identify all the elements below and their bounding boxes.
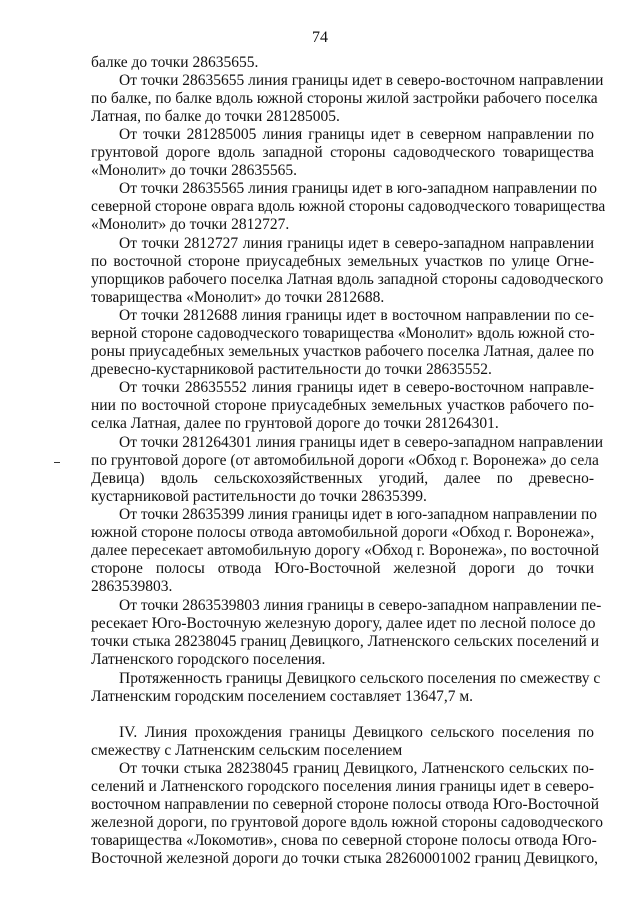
text-line: смежеству с Латненским сельским поселением xyxy=(91,742,403,759)
text-line: древесно-кустарниковой растительности до точки 28635552. xyxy=(91,361,492,378)
text-line: От точки 2812688 линия границы идет в восточном направлении по се- xyxy=(119,307,594,324)
text-line: «Монолит» до точки 2812727. xyxy=(91,216,290,233)
text-line: ресекает Юго-Восточную железную дорогу, далее идет по лесной полосе до xyxy=(91,615,596,632)
text-line: упорщиков рабочего поселка Латная вдоль западной стороны садоводческого xyxy=(91,271,604,288)
text-line: От точки 281264301 линия границы идет в северо-западном направлении xyxy=(119,434,604,451)
text-line: по грунтовой дороге (от автомобильной дороги «Обход г. Воронежа» до села xyxy=(91,452,599,469)
text-line: Латная, по балке до точки 281285005. xyxy=(91,108,340,125)
text-line: селка Латная, далее по грунтовой дороге до точки 281264301. xyxy=(91,415,499,432)
text-line: От точки стыка 28238045 границ Девицкого, Латненского сельских по- xyxy=(119,760,594,777)
text-line: верной стороне садоводческого товарищества «Монолит» вдоль южной сто- xyxy=(91,325,595,342)
text-line: От точки 281285005 линия границы идет в северном направлении по xyxy=(119,126,594,143)
text-line: От точки 28635552 линия границы идет в северо-восточном направле- xyxy=(119,379,594,396)
text-line: 2863539803. xyxy=(91,578,173,595)
text-line: стороне полосы отвода Юго-Восточной железной дороги до точки xyxy=(91,560,594,577)
text-line: по балке, по балке вдоль южной стороны жилой застройки рабочего поселка xyxy=(91,90,598,107)
text-line: селений и Латненского городского поселения линия границы идет в северо- xyxy=(91,778,594,795)
text-line: От точки 2863539803 линия границы в северо-западном направлении пе- xyxy=(119,597,602,614)
text-line: товарищества «Монолит» до точки 2812688. xyxy=(91,289,385,306)
text-line: кустарниковой растительности до точки 28635399. xyxy=(91,488,427,505)
text-line: по восточной стороне приусадебных земельных участков по улице Огне- xyxy=(91,253,594,270)
text-line: точки стыка 28238045 границ Девицкого, Латненского сельских поселений и xyxy=(91,633,600,650)
page-number: 74 xyxy=(312,29,328,46)
text-line: грунтовой дороге вдоль западной стороны садоводческого товарищества xyxy=(91,144,594,161)
text-line: нии по восточной стороне приусадебных земельных участков рабочего по- xyxy=(91,397,594,414)
text-line: От точки 2812727 линия границы идет в северо-западном направлении xyxy=(119,235,594,252)
text-line: восточном направлении по северной стороне полосы отвода Юго-Восточной xyxy=(91,796,600,813)
text-line: северной стороне оврага вдоль южной стороны садоводческого товарищества xyxy=(91,198,606,215)
text-line: IV. Линия прохождения границы Девицкого сельского поселения по xyxy=(119,724,594,741)
text-line: Восточной железной дороги до точки стыка 28260001002 границ Девицкого, xyxy=(91,850,599,867)
text-line: Латненского городского поселения. xyxy=(91,651,326,668)
text-line: От точки 28635565 линия границы идет в юго-западном направлении по xyxy=(119,180,598,197)
text-line: железной дороги, по грунтовой дороге вдоль южной стороны садоводческого xyxy=(91,814,604,831)
text-line: далее пересекает автомобильную дорогу «Обход г. Воронежа», по восточной xyxy=(91,542,599,559)
text-line: От точки 28635399 линия границы идет в юго-западном направлении по xyxy=(119,506,598,523)
margin-mark xyxy=(54,462,60,463)
text-line: Латненским городским поселением составляет 13647,7 м. xyxy=(91,688,473,705)
text-line: Девица) вдоль сельскохозяйственных угодий, далее по древесно- xyxy=(91,470,594,487)
text-line: южной стороне полосы отвода автомобильной дороги «Обход г. Воронежа», xyxy=(91,524,595,541)
text-line: От точки 28635655 линия границы идет в северо-восточном направлении xyxy=(119,72,604,89)
text-line: балке до точки 28635655. xyxy=(91,54,259,71)
text-line: роны приусадебных земельных участков рабочего поселка Латная, далее по xyxy=(91,343,594,360)
text-line: «Монолит» до точки 28635565. xyxy=(91,162,297,179)
text-line: Протяженность границы Девицкого сельского поселения по смежеству с xyxy=(119,670,601,687)
text-line: товарищества «Локомотив», снова по северной стороне полосы отвода Юго- xyxy=(91,832,597,849)
